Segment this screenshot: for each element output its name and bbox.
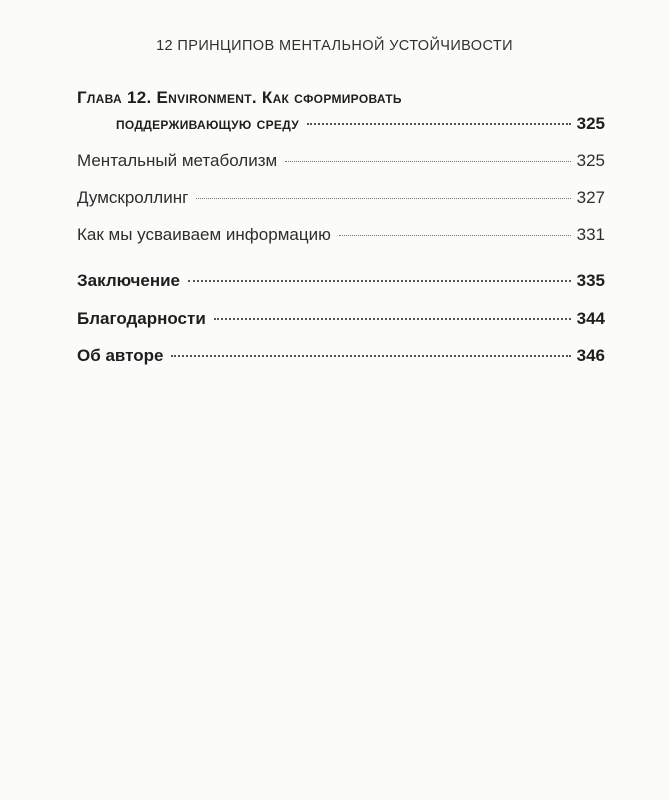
leader-dots [196,198,570,199]
toc-entry-acknowledgements[interactable] [77,309,605,329]
toc-entry-about-author[interactable] [77,346,605,366]
entry-title: Благодарности [77,309,206,328]
leader-dots [214,318,571,320]
section-title: Ментальный метаболизм [77,151,278,170]
toc-entry-section[interactable] [77,188,605,208]
toc-entry-section[interactable] [77,151,605,171]
page-number: 335 [576,271,605,290]
page-number: 327 [576,188,605,207]
entry-title: Об авторе [77,346,164,365]
page-number: 346 [576,346,605,365]
leader-dots [339,235,571,236]
leader-dots [188,280,571,282]
section-title: Как мы усваиваем информацию [77,225,331,244]
toc-entry-conclusion[interactable] [77,271,605,291]
running-head: 12 ПРИНЦИПОВ МЕНТАЛЬНОЙ УСТОЙЧИВОСТИ [156,38,513,54]
page-number: 325 [576,151,605,170]
leader-dots [285,161,570,162]
chapter-title-line1: Глава 12. Environment. Как сформировать [77,88,402,107]
page-number: 325 [576,114,605,133]
section-title: Думскроллинг [77,188,189,207]
page-number: 344 [576,309,605,328]
leader-dots [171,355,570,357]
page-number: 331 [576,225,605,244]
leader-dots [307,123,571,125]
toc-entry-section[interactable] [77,225,605,245]
chapter-title-line2: поддерживающую среду [116,114,299,133]
toc-entry-chapter-12[interactable] [116,114,605,134]
entry-title: Заключение [77,271,180,290]
